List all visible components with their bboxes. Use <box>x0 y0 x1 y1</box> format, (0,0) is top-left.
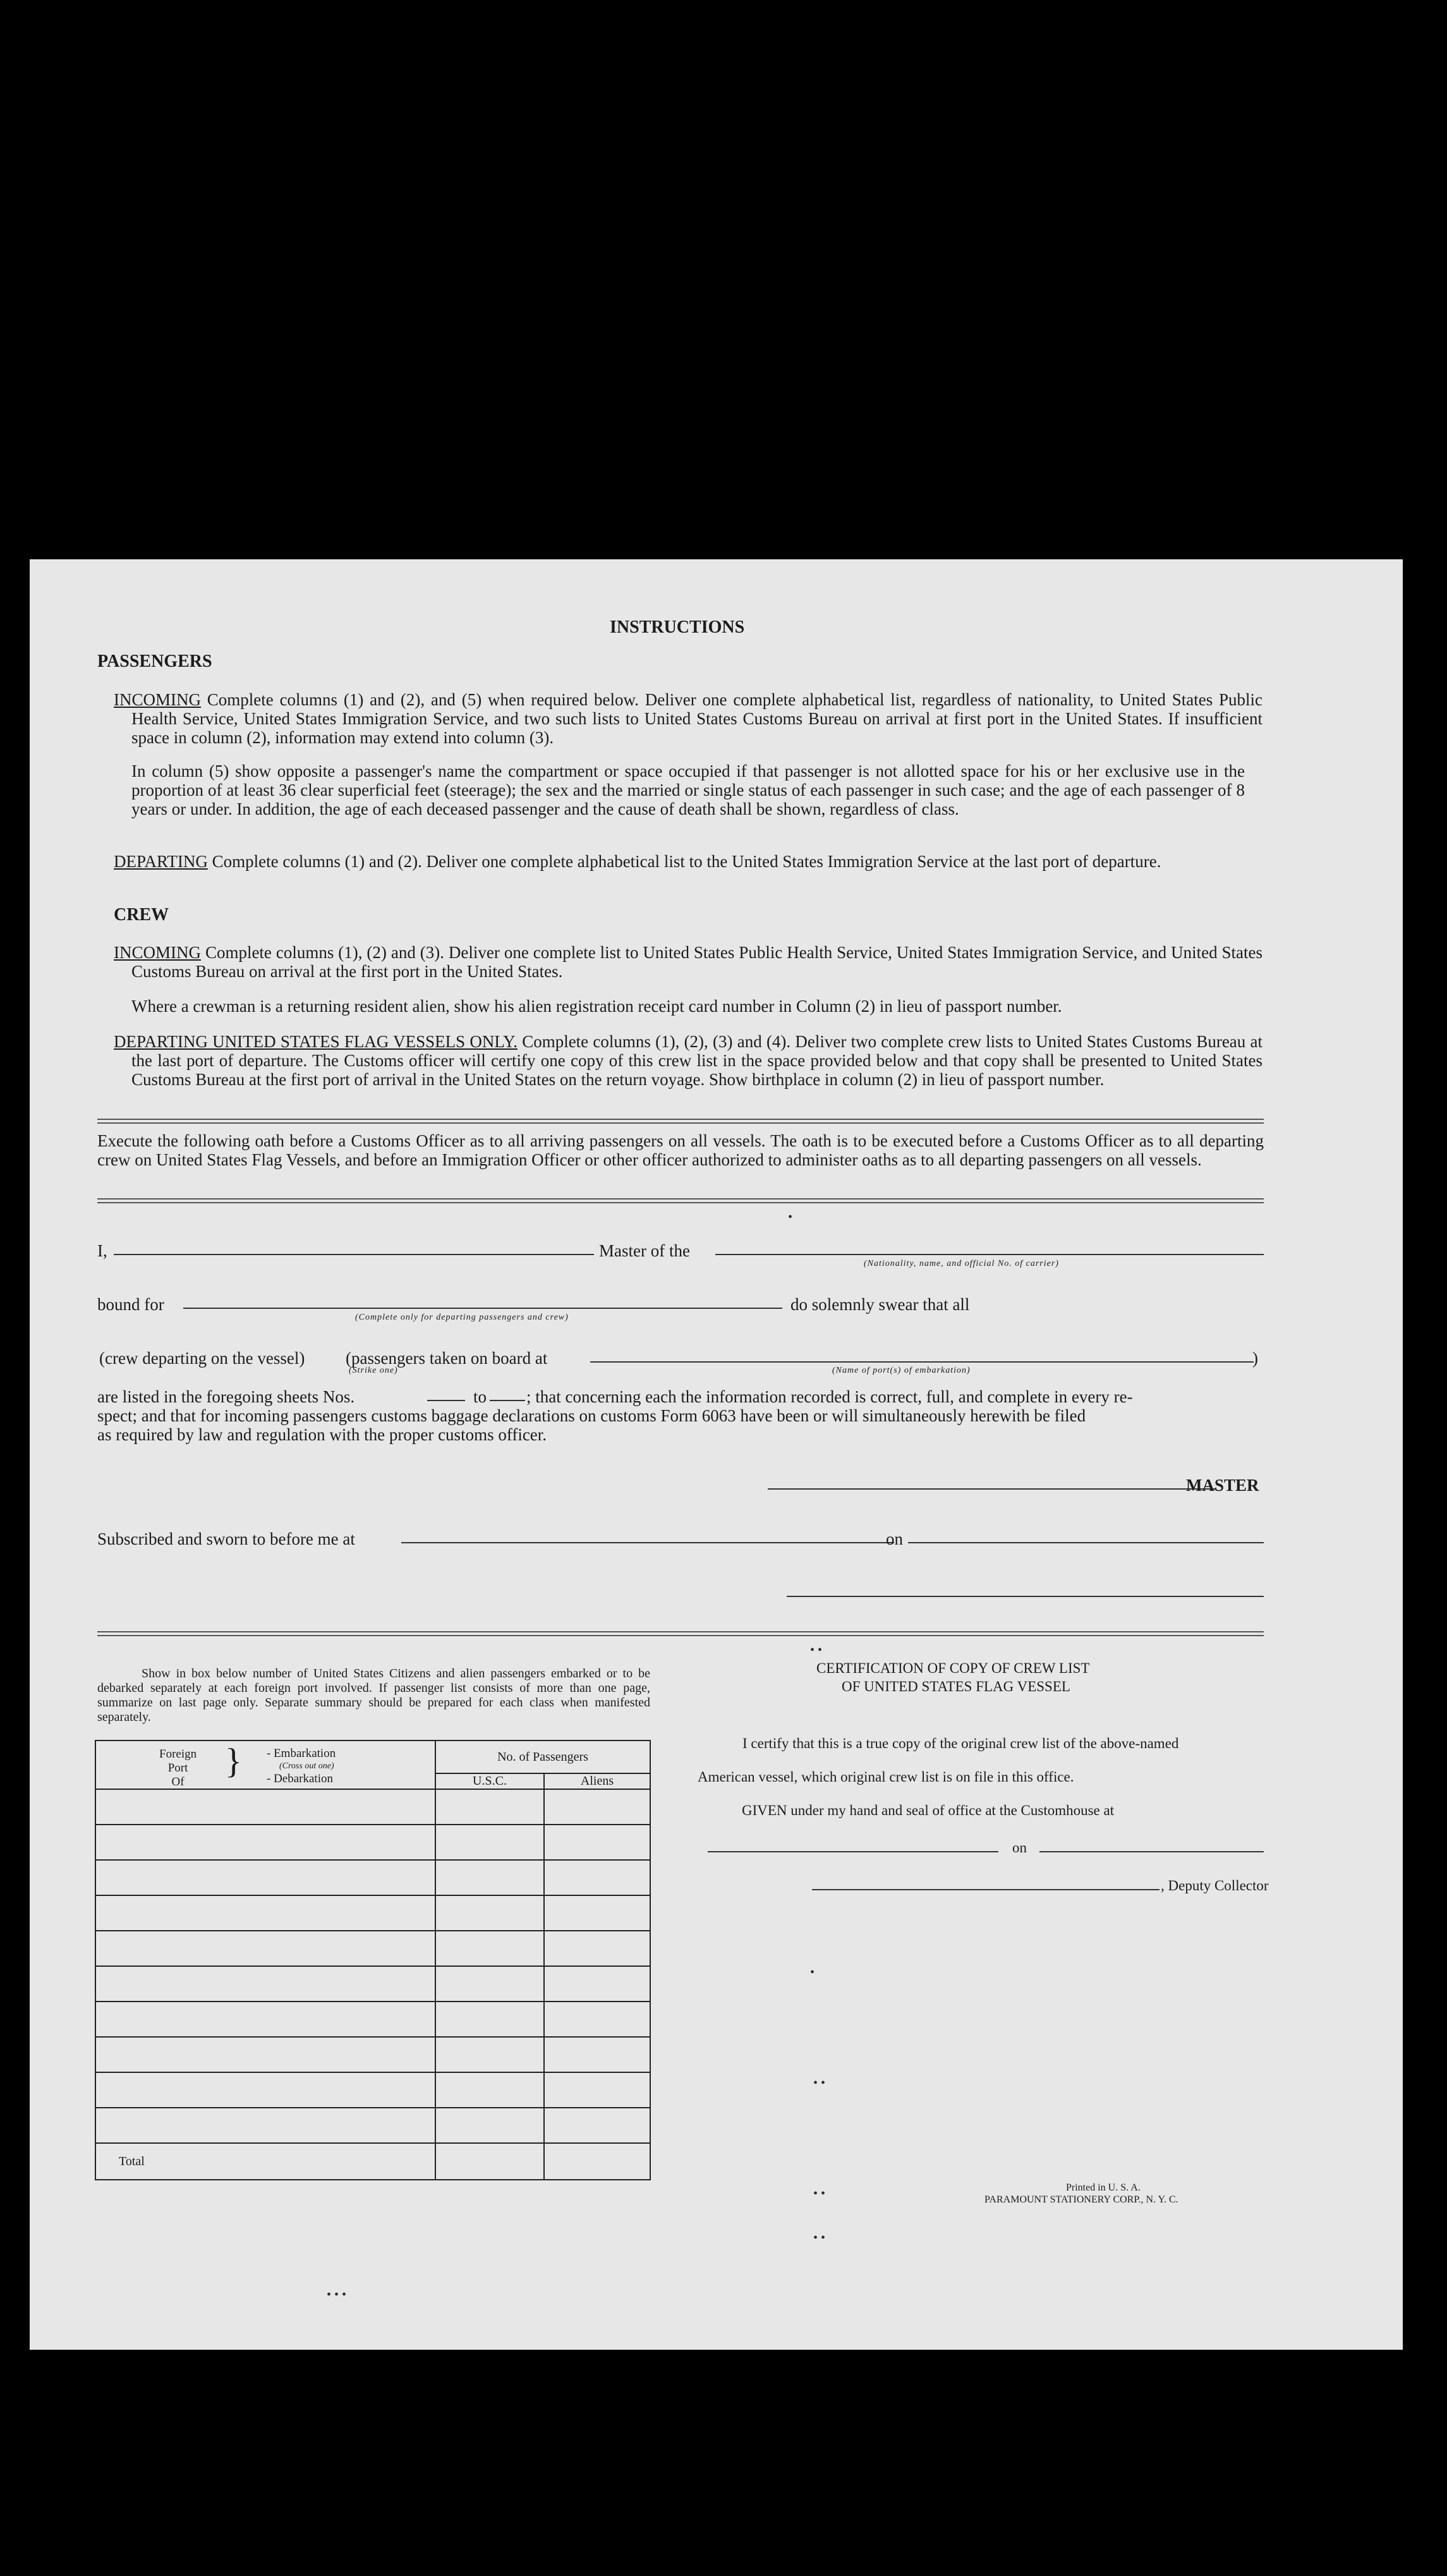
master-signature-field[interactable] <box>768 1488 1216 1490</box>
swear-label: do solemnly swear that all <box>790 1295 970 1314</box>
printer-line-2: PARAMOUNT STATIONERY CORP., N. Y. C. <box>984 2194 1178 2205</box>
no-of-passengers-header: No. of Passengers <box>435 1741 650 1773</box>
column5-paragraph: In column (5) show opposite a passenger's name the compartment or space occupied if that passenger is not allotted space for his or her exclusive use in the proportion of at least 36 clear superficial feet (steerage); the sex and the married or single status of each passenger in such case; and the age of each passenger of 8 years or under. In addition, the age of each deceased passenger and the cause of death shall be shown, regardless of class. <box>131 762 1245 818</box>
master-of-the-label: Master of the <box>599 1241 690 1260</box>
total-label-cell <box>95 2143 435 2180</box>
usc-total-cell[interactable] <box>435 2143 544 2180</box>
port-cell[interactable] <box>95 1966 435 2002</box>
aliens-cell[interactable] <box>544 1895 650 1931</box>
close-paren: ) <box>1252 1349 1258 1368</box>
carrier-note: (Nationality, name, and official No. of carrier) <box>864 1259 1059 1268</box>
box-instructions: Show in box below number of United States Citizens and alien passengers embarked or to be debarked separately at each foreign port involved. If passenger list consists of more than one page, summarize on last page only. Separate summary should be prepared for each class when manifested separately. <box>97 1667 650 1724</box>
port-cell[interactable] <box>95 2037 435 2072</box>
foreign-label: Foreign <box>159 1747 197 1761</box>
usc-cell[interactable] <box>435 1931 544 1966</box>
scan-speck: • • <box>813 2076 826 2090</box>
listed-to-label: to <box>473 1387 487 1406</box>
strike-note: (Strike one) <box>349 1366 398 1375</box>
cert-line-3: GIVEN under my hand and seal of office at the Customhouse at <box>742 1802 1115 1818</box>
aliens-cell[interactable] <box>544 2037 650 2072</box>
crewman-paragraph: Where a crewman is a returning resident alien, show his alien registration receipt card number in Column (2) in lieu of passport number. <box>131 997 1062 1016</box>
embarkation-port-field[interactable] <box>590 1361 1254 1363</box>
aliens-cell[interactable] <box>544 1825 650 1860</box>
port-cell[interactable] <box>95 2072 435 2108</box>
aliens-cell[interactable] <box>544 2108 650 2143</box>
aliens-header: Aliens <box>544 1773 650 1789</box>
cert-on-label: on <box>1012 1840 1027 1856</box>
passengers-incoming-paragraph <box>114 690 1262 747</box>
cert-line-1: I certify that this is a true copy of the original crew list of the above-named <box>742 1735 1179 1751</box>
sheet-to-field[interactable] <box>490 1400 525 1401</box>
passengers-taken-option: (passengers taken on board at <box>346 1349 548 1368</box>
port-cell[interactable] <box>95 2002 435 2037</box>
divider-oath <box>97 1198 1264 1203</box>
passengers-incoming-label: INCOMING <box>114 690 201 709</box>
listed-label-c: spect; and that for incoming passengers customs baggage declarations on customs Form 6063 have been or will simultaneously herewith be filed <box>97 1406 1086 1425</box>
crew-incoming-paragraph <box>114 943 1262 981</box>
passengers-heading: PASSENGERS <box>97 652 212 671</box>
port-label: Port <box>167 1761 188 1775</box>
port-cell[interactable] <box>95 1931 435 1966</box>
scan-speck: • • • <box>327 2288 347 2302</box>
bound-for-label: bound for <box>97 1295 164 1314</box>
port-cell[interactable] <box>95 1789 435 1825</box>
cert-heading-2: OF UNITED STATES FLAG VESSEL <box>842 1679 1070 1694</box>
crew-heading: CREW <box>114 905 169 925</box>
cert-date-field[interactable] <box>1039 1851 1264 1852</box>
divider-bottom <box>97 1631 1264 1636</box>
passenger-summary-table <box>95 1740 651 2180</box>
total-label: Total <box>119 2154 145 2168</box>
usc-cell[interactable] <box>435 2002 544 2037</box>
debarkation-label: - Debarkation <box>267 1772 333 1785</box>
crew-departing-label: DEPARTING UNITED STATES FLAG VESSELS ONLY. <box>114 1032 518 1051</box>
bound-for-note: (Complete only for departing passengers and crew) <box>355 1313 569 1322</box>
scan-speck: • • <box>813 2187 826 2201</box>
subscribed-date-field[interactable] <box>908 1542 1264 1543</box>
port-cell[interactable] <box>95 2108 435 2143</box>
aliens-cell[interactable] <box>544 2072 650 2108</box>
usc-cell[interactable] <box>435 1860 544 1895</box>
aliens-total-cell[interactable] <box>544 2143 650 2180</box>
subscribed-on-label: on <box>886 1529 903 1548</box>
port-cell[interactable] <box>95 1860 435 1895</box>
master-name-field[interactable] <box>114 1254 594 1255</box>
passengers-departing-paragraph <box>114 852 1262 871</box>
subscribed-place-field[interactable] <box>401 1542 894 1543</box>
divider-top <box>97 1119 1264 1124</box>
bound-for-field[interactable] <box>183 1308 782 1309</box>
crew-incoming-text: Complete columns (1), (2) and (3). Deliver one complete list to United States Public Health Service, United States Immigration Service, and United States Customs Bureau on arrival at the first port in the United States. <box>131 943 1263 981</box>
usc-cell[interactable] <box>435 1825 544 1860</box>
usc-cell[interactable] <box>435 1895 544 1931</box>
port-note: (Name of port(s) of embarkation) <box>832 1366 971 1375</box>
document-page <box>30 559 1403 2350</box>
crew-departing-text: Complete columns (1), (2), (3) and (4). Deliver two complete crew lists to United States Customs Bureau at the last port of departure. The Customs officer will certify one copy of this crew list in the space provided below and that copy shall be presented to United States Customs Bureau at the first port of arrival in the United States on the return voyage. Show birthplace in column (2) in lieu of passport number. <box>131 1032 1263 1089</box>
crew-departing-paragraph <box>114 1032 1262 1089</box>
deputy-collector-label: , Deputy Collector <box>1161 1878 1269 1893</box>
passengers-departing-text: Complete columns (1) and (2). Deliver one complete alphabetical list to the United States Immigration Service at the last port of departure. <box>212 852 1161 871</box>
aliens-cell[interactable] <box>544 1860 650 1895</box>
printer-line-1: Printed in U. S. A. <box>1066 2182 1141 2193</box>
subscribed-label: Subscribed and sworn to before me at <box>97 1529 355 1548</box>
usc-cell[interactable] <box>435 1966 544 2002</box>
page-title: INSTRUCTIONS <box>610 617 745 637</box>
cert-line-2: American vessel, which original crew list is on file in this office. <box>698 1769 1074 1785</box>
officer-signature-field[interactable] <box>787 1596 1264 1597</box>
usc-cell[interactable] <box>435 1789 544 1825</box>
cross-out-note: (Cross out one) <box>279 1761 334 1771</box>
listed-label-d: as required by law and regulation with the proper customs officer. <box>97 1425 547 1444</box>
oath-intro-paragraph: Execute the following oath before a Customs Officer as to all arriving passengers on all vessels. The oath is to be executed before a Customs Officer as to all departing crew on United States Flag Vessels, and before an Immigration Officer or other officer authorized to administer oaths as to all departing passengers on all vessels. <box>97 1131 1264 1169</box>
passengers-departing-label: DEPARTING <box>114 852 208 871</box>
cert-heading-1: CERTIFICATION OF COPY OF CREW LIST <box>816 1660 1090 1676</box>
crew-departing-option: (crew departing on the vessel) <box>99 1349 305 1368</box>
usc-cell[interactable] <box>435 2108 544 2143</box>
carrier-field[interactable] <box>715 1254 1264 1255</box>
master-signature-label: MASTER <box>1186 1476 1259 1495</box>
oath-i-label: I, <box>97 1241 107 1260</box>
scan-speck: • • <box>810 1643 823 1657</box>
scan-speck: • • <box>813 2231 826 2245</box>
brace-icon: } <box>225 1742 242 1781</box>
usc-header: U.S.C. <box>435 1773 544 1789</box>
listed-label-b: ; that concerning each the information recorded is correct, full, and complete in every re- <box>526 1387 1133 1406</box>
aliens-cell[interactable] <box>544 1931 650 1966</box>
crew-incoming-label: INCOMING <box>114 943 201 962</box>
aliens-cell[interactable] <box>544 2002 650 2037</box>
sheet-from-field[interactable] <box>427 1400 465 1401</box>
aliens-cell[interactable] <box>544 1966 650 2002</box>
listed-label-a: are listed in the foregoing sheets Nos. <box>97 1387 355 1406</box>
port-cell[interactable] <box>95 1825 435 1860</box>
scan-speck: • <box>788 1210 793 1224</box>
usc-cell[interactable] <box>435 2072 544 2108</box>
deputy-collector-field[interactable] <box>812 1889 1159 1890</box>
of-label: Of <box>171 1775 185 1789</box>
usc-cell[interactable] <box>435 2037 544 2072</box>
aliens-cell[interactable] <box>544 1789 650 1825</box>
scan-speck: • <box>810 1965 815 1979</box>
port-header-cell <box>95 1741 435 1789</box>
customhouse-field[interactable] <box>708 1851 998 1852</box>
passengers-incoming-text: Complete columns (1) and (2), and (5) when required below. Deliver one complete alphabetical list, regardless of nationality, to United States Public Health Service, United States Immigration Service, and two such lists to United States Customs Bureau on arrival at first port in the United States. If insufficient space in column (2), information may extend into column (3). <box>131 690 1262 747</box>
port-cell[interactable] <box>95 1895 435 1931</box>
embarkation-label: - Embarkation <box>267 1747 336 1760</box>
